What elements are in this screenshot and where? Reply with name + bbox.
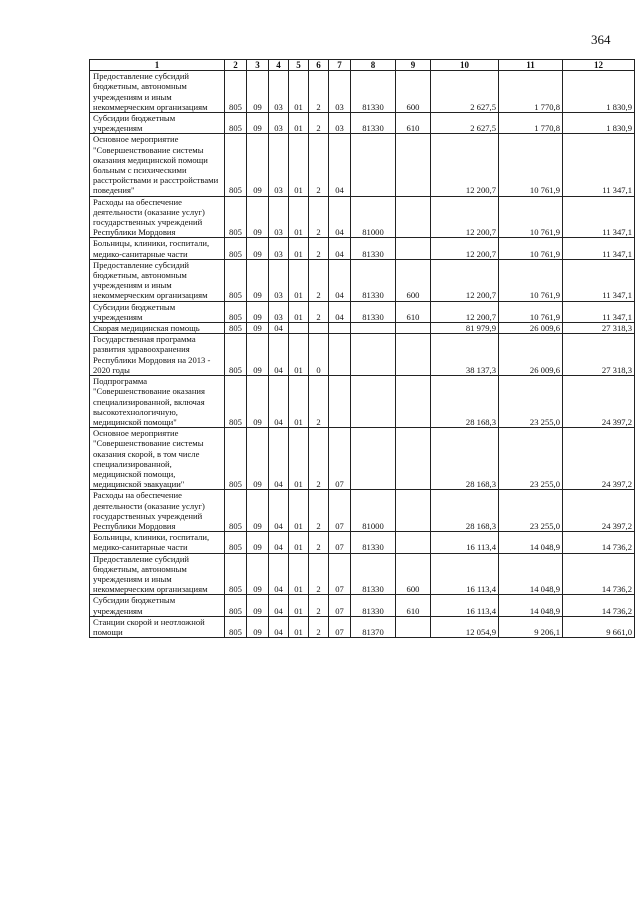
amount-col11: 23 255,0 [499, 490, 563, 532]
column-header-9: 9 [396, 60, 431, 71]
column-header-4: 4 [269, 60, 289, 71]
column-header-3: 3 [247, 60, 269, 71]
direction-code [351, 376, 396, 428]
table-row [90, 134, 635, 196]
section-code: 09 [247, 113, 269, 134]
program-code: 01 [289, 259, 309, 301]
program-code: 01 [289, 553, 309, 595]
expense-type-code: 610 [396, 113, 431, 134]
amount-col10: 38 137,3 [431, 334, 499, 376]
program-code: 01 [289, 196, 309, 238]
subsection-code: 03 [269, 71, 289, 113]
subprogram-code: 2 [309, 616, 329, 637]
subprogram-code: 2 [309, 301, 329, 322]
amount-col12: 11 347,1 [563, 259, 635, 301]
program-code: 01 [289, 616, 309, 637]
program-code: 01 [289, 595, 309, 616]
column-header-2: 2 [225, 60, 247, 71]
ministry-code: 805 [225, 595, 247, 616]
activity-code: 04 [329, 134, 351, 196]
amount-col10: 28 168,3 [431, 376, 499, 428]
section-code: 09 [247, 553, 269, 595]
subsection-code: 04 [269, 595, 289, 616]
amount-col11: 10 761,9 [499, 259, 563, 301]
amount-col10: 2 627,5 [431, 71, 499, 113]
activity-code [329, 323, 351, 334]
table-row [90, 259, 635, 301]
expense-type-code [396, 490, 431, 532]
program-code: 01 [289, 301, 309, 322]
table-body [90, 71, 635, 638]
amount-col11: 10 761,9 [499, 134, 563, 196]
amount-col11: 14 048,9 [499, 532, 563, 553]
name-cell: Расходы на обеспечение деятельности (оказание услуг) государственных учреждений Республики Мордовия [90, 196, 225, 238]
direction-code [351, 323, 396, 334]
amount-col12: 24 397,2 [563, 428, 635, 490]
amount-col12: 11 347,1 [563, 196, 635, 238]
ministry-code: 805 [225, 616, 247, 637]
amount-col12: 1 830,9 [563, 71, 635, 113]
direction-code: 81370 [351, 616, 396, 637]
name-cell: Подпрограмма "Совершенствование оказания специализированной, включая высокотехнологичную, медицинской помощи" [90, 376, 225, 428]
amount-col10: 12 200,7 [431, 238, 499, 259]
amount-col11: 14 048,9 [499, 595, 563, 616]
expense-type-code [396, 323, 431, 334]
subsection-code: 04 [269, 532, 289, 553]
program-code: 01 [289, 113, 309, 134]
name-cell: Предоставление субсидий бюджетным, автономным учреждениям и иным некоммерческим организациям [90, 553, 225, 595]
direction-code: 81330 [351, 553, 396, 595]
amount-col11: 1 770,8 [499, 113, 563, 134]
activity-code: 07 [329, 428, 351, 490]
subprogram-code: 0 [309, 334, 329, 376]
amount-col11: 9 206,1 [499, 616, 563, 637]
section-code: 09 [247, 134, 269, 196]
column-header-8: 8 [351, 60, 396, 71]
name-cell: Больницы, клиники, госпитали, медико-санитарные части [90, 238, 225, 259]
name-cell: Расходы на обеспечение деятельности (оказание услуг) государственных учреждений Республики Мордовия [90, 490, 225, 532]
ministry-code: 805 [225, 238, 247, 259]
direction-code: 81330 [351, 71, 396, 113]
ministry-code: 805 [225, 134, 247, 196]
amount-col10: 2 627,5 [431, 113, 499, 134]
expense-type-code: 600 [396, 259, 431, 301]
page-number: 364 [591, 32, 611, 47]
section-code: 09 [247, 428, 269, 490]
table-row [90, 71, 635, 113]
expense-type-code [396, 616, 431, 637]
subsection-code: 03 [269, 196, 289, 238]
direction-code [351, 134, 396, 196]
activity-code: 03 [329, 71, 351, 113]
ministry-code: 805 [225, 301, 247, 322]
activity-code: 03 [329, 113, 351, 134]
ministry-code: 805 [225, 376, 247, 428]
amount-col12: 27 318,3 [563, 323, 635, 334]
amount-col12: 11 347,1 [563, 238, 635, 259]
header-row [90, 60, 635, 71]
ministry-code: 805 [225, 490, 247, 532]
amount-col10: 12 200,7 [431, 196, 499, 238]
direction-code [351, 334, 396, 376]
direction-code: 81000 [351, 196, 396, 238]
activity-code: 07 [329, 490, 351, 532]
section-code: 09 [247, 616, 269, 637]
column-header-1: 1 [90, 60, 225, 71]
subprogram-code: 2 [309, 196, 329, 238]
subprogram-code: 2 [309, 134, 329, 196]
column-header-6: 6 [309, 60, 329, 71]
amount-col12: 14 736,2 [563, 595, 635, 616]
subprogram-code: 2 [309, 259, 329, 301]
program-code: 01 [289, 428, 309, 490]
direction-code: 81330 [351, 532, 396, 553]
subprogram-code: 2 [309, 376, 329, 428]
table-row [90, 553, 635, 595]
amount-col12: 27 318,3 [563, 334, 635, 376]
program-code: 01 [289, 490, 309, 532]
subsection-code: 03 [269, 259, 289, 301]
subsection-code: 04 [269, 490, 289, 532]
name-cell: Основное мероприятие "Совершенствование системы оказания медицинской помощи больным с психическими расстройствами и расстройствами поведения" [90, 134, 225, 196]
subprogram-code: 2 [309, 532, 329, 553]
subprogram-code: 2 [309, 113, 329, 134]
amount-col11: 26 009,6 [499, 323, 563, 334]
table-row [90, 532, 635, 553]
section-code: 09 [247, 323, 269, 334]
subsection-code: 04 [269, 428, 289, 490]
table-row [90, 595, 635, 616]
amount-col12: 9 661,0 [563, 616, 635, 637]
subprogram-code: 2 [309, 595, 329, 616]
subprogram-code: 2 [309, 428, 329, 490]
direction-code: 81330 [351, 238, 396, 259]
direction-code: 81330 [351, 595, 396, 616]
ministry-code: 805 [225, 71, 247, 113]
program-code: 01 [289, 134, 309, 196]
budget-table [89, 59, 635, 638]
subprogram-code: 2 [309, 71, 329, 113]
amount-col12: 14 736,2 [563, 553, 635, 595]
program-code: 01 [289, 71, 309, 113]
subsection-code: 04 [269, 616, 289, 637]
expense-type-code [396, 532, 431, 553]
activity-code: 07 [329, 595, 351, 616]
table-row [90, 113, 635, 134]
column-header-12: 12 [563, 60, 635, 71]
expense-type-code [396, 376, 431, 428]
section-code: 09 [247, 301, 269, 322]
expense-type-code [396, 196, 431, 238]
table-row [90, 490, 635, 532]
ministry-code: 805 [225, 259, 247, 301]
section-code: 09 [247, 595, 269, 616]
section-code: 09 [247, 196, 269, 238]
program-code: 01 [289, 334, 309, 376]
name-cell: Больницы, клиники, госпитали, медико-санитарные части [90, 532, 225, 553]
expense-type-code: 610 [396, 595, 431, 616]
name-cell: Станции скорой и неотложной помощи [90, 616, 225, 637]
amount-col12: 1 830,9 [563, 113, 635, 134]
expense-type-code [396, 334, 431, 376]
subprogram-code: 2 [309, 553, 329, 595]
activity-code: 04 [329, 196, 351, 238]
subsection-code: 03 [269, 134, 289, 196]
ministry-code: 805 [225, 334, 247, 376]
amount-col11: 23 255,0 [499, 428, 563, 490]
table-row [90, 334, 635, 376]
activity-code [329, 376, 351, 428]
amount-col10: 81 979,9 [431, 323, 499, 334]
program-code [289, 323, 309, 334]
section-code: 09 [247, 238, 269, 259]
subsection-code: 04 [269, 553, 289, 595]
amount-col10: 12 200,7 [431, 301, 499, 322]
table-row [90, 238, 635, 259]
name-cell: Скорая медицинская помощь [90, 323, 225, 334]
amount-col12: 11 347,1 [563, 134, 635, 196]
program-code: 01 [289, 238, 309, 259]
subsection-code: 04 [269, 334, 289, 376]
subsection-code: 03 [269, 113, 289, 134]
direction-code: 81000 [351, 490, 396, 532]
direction-code: 81330 [351, 113, 396, 134]
subsection-code: 03 [269, 238, 289, 259]
name-cell: Субсидии бюджетным учреждениям [90, 301, 225, 322]
expense-type-code [396, 238, 431, 259]
amount-col11: 10 761,9 [499, 196, 563, 238]
table-row [90, 376, 635, 428]
program-code: 01 [289, 376, 309, 428]
amount-col11: 10 761,9 [499, 301, 563, 322]
direction-code: 81330 [351, 301, 396, 322]
amount-col11: 23 255,0 [499, 376, 563, 428]
amount-col10: 12 054,9 [431, 616, 499, 637]
section-code: 09 [247, 532, 269, 553]
subsection-code: 04 [269, 376, 289, 428]
subsection-code: 04 [269, 323, 289, 334]
amount-col10: 16 113,4 [431, 595, 499, 616]
amount-col10: 12 200,7 [431, 259, 499, 301]
amount-col11: 10 761,9 [499, 238, 563, 259]
expense-type-code: 610 [396, 301, 431, 322]
subprogram-code: 2 [309, 490, 329, 532]
amount-col12: 14 736,2 [563, 532, 635, 553]
activity-code: 04 [329, 238, 351, 259]
column-header-5: 5 [289, 60, 309, 71]
section-code: 09 [247, 376, 269, 428]
ministry-code: 805 [225, 323, 247, 334]
activity-code: 07 [329, 553, 351, 595]
amount-col10: 28 168,3 [431, 490, 499, 532]
amount-col10: 28 168,3 [431, 428, 499, 490]
amount-col10: 12 200,7 [431, 134, 499, 196]
ministry-code: 805 [225, 196, 247, 238]
amount-col10: 16 113,4 [431, 532, 499, 553]
section-code: 09 [247, 490, 269, 532]
direction-code [351, 428, 396, 490]
name-cell: Субсидии бюджетным учреждениям [90, 595, 225, 616]
amount-col12: 24 397,2 [563, 490, 635, 532]
table-row [90, 196, 635, 238]
activity-code [329, 334, 351, 376]
table-row [90, 323, 635, 334]
amount-col11: 26 009,6 [499, 334, 563, 376]
expense-type-code [396, 134, 431, 196]
section-code: 09 [247, 334, 269, 376]
subprogram-code: 2 [309, 238, 329, 259]
subsection-code: 03 [269, 301, 289, 322]
name-cell: Предоставление субсидий бюджетным, автономным учреждениям и иным некоммерческим организациям [90, 71, 225, 113]
column-header-10: 10 [431, 60, 499, 71]
activity-code: 07 [329, 532, 351, 553]
amount-col12: 24 397,2 [563, 376, 635, 428]
amount-col12: 11 347,1 [563, 301, 635, 322]
activity-code: 04 [329, 301, 351, 322]
table-row [90, 301, 635, 322]
activity-code: 04 [329, 259, 351, 301]
expense-type-code: 600 [396, 71, 431, 113]
ministry-code: 805 [225, 113, 247, 134]
subprogram-code [309, 323, 329, 334]
ministry-code: 805 [225, 428, 247, 490]
amount-col10: 16 113,4 [431, 553, 499, 595]
table-row [90, 616, 635, 637]
expense-type-code [396, 428, 431, 490]
section-code: 09 [247, 259, 269, 301]
name-cell: Предоставление субсидий бюджетным, автономным учреждениям и иным некоммерческим организациям [90, 259, 225, 301]
name-cell: Основное мероприятие "Совершенствование системы оказания скорой, в том числе специализированной, медицинской помощи, медицинской эвакуации" [90, 428, 225, 490]
ministry-code: 805 [225, 532, 247, 553]
column-header-7: 7 [329, 60, 351, 71]
table-row [90, 428, 635, 490]
amount-col11: 1 770,8 [499, 71, 563, 113]
section-code: 09 [247, 71, 269, 113]
name-cell: Государственная программа развития здравоохранения Республики Мордовия на 2013 - 2020 годы [90, 334, 225, 376]
direction-code: 81330 [351, 259, 396, 301]
column-header-11: 11 [499, 60, 563, 71]
amount-col11: 14 048,9 [499, 553, 563, 595]
program-code: 01 [289, 532, 309, 553]
ministry-code: 805 [225, 553, 247, 595]
name-cell: Субсидии бюджетным учреждениям [90, 113, 225, 134]
activity-code: 07 [329, 616, 351, 637]
expense-type-code: 600 [396, 553, 431, 595]
